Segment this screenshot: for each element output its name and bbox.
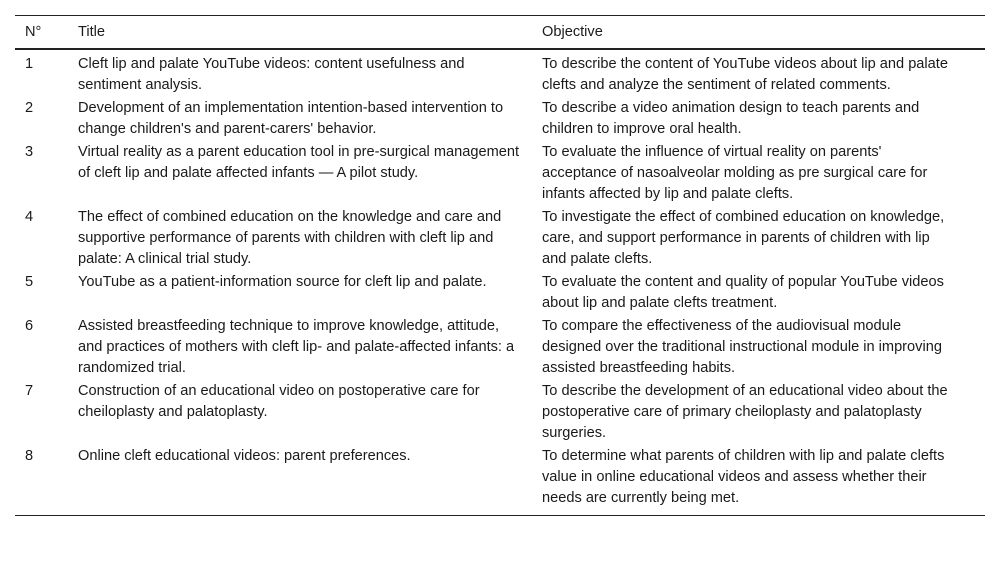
table-row	[15, 206, 985, 271]
row-number: 4	[25, 209, 34, 225]
row-title: Virtual reality as a parent education tool in pre-surgical management of cleft lip and palate affected infants — A pilot study.	[78, 144, 520, 181]
row-number: 7	[25, 383, 34, 399]
row-number: 5	[25, 274, 34, 290]
row-number: 3	[25, 144, 34, 160]
row-objective: To describe the development of an educational video about the postoperative care of primary cheiloplasty and palatoplasty surgeries.	[542, 383, 948, 441]
row-title: Assisted breastfeeding technique to improve knowledge, attitude, and practices of mothers with cleft lip- and palate-affected infants: a randomized trial.	[78, 318, 515, 376]
row-objective: To describe the content of YouTube videos about lip and palate clefts and analyze the sentiment of related comments.	[542, 56, 948, 93]
row-objective: To compare the effectiveness of the audiovisual module designed over the traditional instructional module in improving assisted breastfeeding habits.	[542, 318, 942, 376]
column-header-title: Title	[78, 16, 542, 50]
table-row	[15, 97, 985, 141]
studies-table	[15, 15, 985, 516]
row-objective: To evaluate the content and quality of popular YouTube videos about lip and palate clefts treatment.	[542, 274, 944, 311]
table-row	[15, 49, 985, 97]
column-header-number: N°	[15, 16, 78, 50]
row-number: 1	[25, 56, 34, 72]
row-title: YouTube as a patient-information source for cleft lip and palate.	[78, 274, 487, 290]
row-number: 6	[25, 318, 34, 334]
row-title: Construction of an educational video on postoperative care for cheiloplasty and palatoplasty.	[78, 383, 480, 420]
row-objective: To evaluate the influence of virtual reality on parents' acceptance of nasoalveolar molding as pre surgical care for infants affected by lip and palate clefts.	[542, 144, 928, 202]
row-title: Cleft lip and palate YouTube videos: content usefulness and sentiment analysis.	[78, 56, 465, 93]
row-title: Online cleft educational videos: parent preferences.	[78, 445, 542, 516]
row-objective: To investigate the effect of combined education on knowledge, care, and support performance in parents of children with lip and palate clefts.	[542, 209, 945, 267]
row-objective: To determine what parents of children with lip and palate clefts value in online educational videos and assess whether their needs are currently being met.	[542, 445, 985, 516]
table-row	[15, 271, 985, 315]
row-objective: To describe a video animation design to teach parents and children to improve oral health.	[542, 100, 920, 137]
row-title: Development of an implementation intention-based intervention to change children's and parent-carers' behavior.	[78, 100, 504, 137]
row-number: 2	[25, 100, 34, 116]
table-body	[15, 49, 985, 516]
table-row	[15, 380, 985, 445]
header-row	[15, 16, 985, 50]
table-row	[15, 141, 985, 206]
table-header	[15, 16, 985, 50]
column-header-objective: Objective	[542, 16, 985, 50]
row-number: 8	[15, 445, 78, 516]
table-row	[15, 315, 985, 380]
studies-table-container	[15, 15, 985, 516]
row-title: The effect of combined education on the knowledge and care and supportive performance of parents with children with cleft lip and palate: A clinical trial study.	[78, 209, 502, 267]
table-row	[15, 445, 985, 516]
